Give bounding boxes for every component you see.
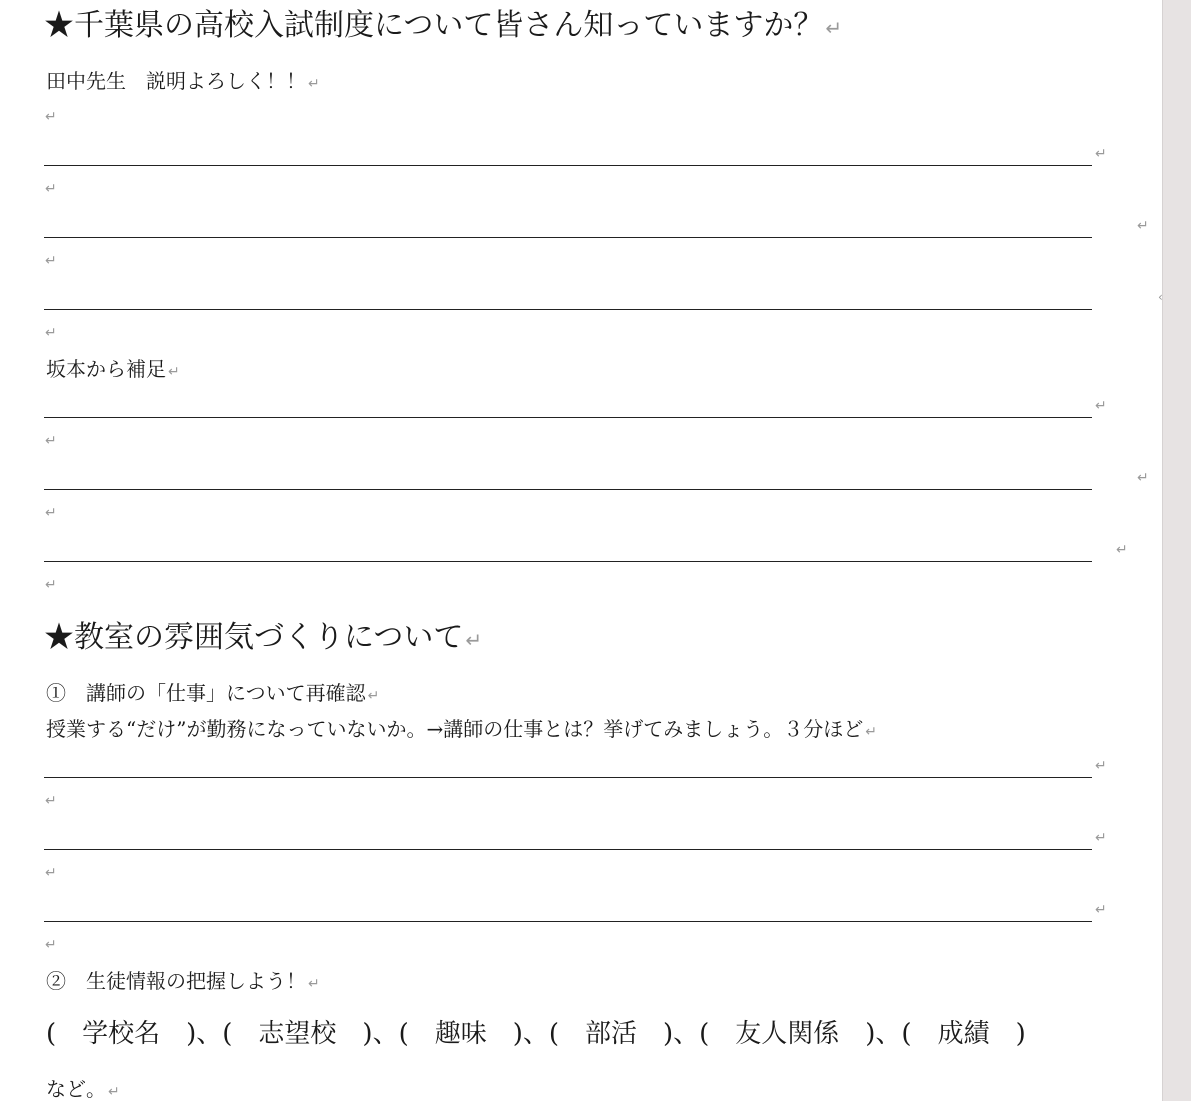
- paragraph-mark: ↵: [45, 325, 57, 341]
- paragraph-mark: ↵: [367, 688, 380, 704]
- paragraph-mark: ↵: [45, 865, 57, 881]
- writing-line: [44, 237, 1092, 238]
- paragraph-mark: ↵: [865, 724, 877, 740]
- writing-line: [44, 489, 1092, 490]
- paragraph-mark: ↵: [45, 505, 57, 521]
- section1-title: ★千葉県の高校入試制度について皆さん知っていますか？ ↵: [44, 8, 843, 43]
- writing-line: [44, 921, 1092, 922]
- paragraph-mark: ↵: [45, 433, 57, 449]
- writing-line: [44, 561, 1092, 562]
- etc-text: など。 ↵: [46, 1077, 120, 1101]
- paragraph-mark: ↵: [1095, 146, 1107, 162]
- section2-title: ★教室の雰囲気づくりについて ↵: [44, 620, 483, 655]
- paragraph-mark: ↵: [1095, 830, 1107, 846]
- writing-line: [44, 309, 1092, 310]
- paragraph-mark: ↵: [825, 16, 843, 40]
- writing-line: [44, 777, 1092, 778]
- paragraph-mark: ↵: [308, 76, 320, 92]
- writing-line: [44, 165, 1092, 166]
- item2-heading: ② 生徒情報の把握しよう！ ↵: [46, 969, 320, 993]
- vertical-scrollbar[interactable]: [1158, 0, 1191, 1101]
- section1-instruction: 田中先生 説明よろしく！！ ↵: [46, 69, 320, 93]
- paragraph-mark: ↵: [45, 109, 57, 125]
- item1-text: 授業する“だけ”が勤務になっていないか。→講師の仕事とは？挙げてみましょう。３分ほど ↵: [46, 717, 877, 741]
- paragraph-mark: ↵: [45, 793, 57, 809]
- paragraph-mark: ↵: [168, 364, 180, 380]
- paragraph-mark: ↵: [45, 253, 57, 269]
- paragraph-mark: ↵: [1116, 542, 1128, 558]
- paragraph-mark: ↵: [465, 628, 483, 652]
- supplement-label: 坂本から補足 ↵: [46, 357, 180, 381]
- student-info-fields: ( 学校名 )、( 志望校 )、( 趣味 )、( 部活 )、( 友人関係 )、( 成績 ): [46, 1019, 1026, 1049]
- paragraph-mark: ↵: [45, 181, 57, 197]
- paragraph-mark: ↵: [308, 976, 320, 992]
- paragraph-mark: ↵: [108, 1084, 120, 1100]
- item1-heading: ① 講師の「仕事」について再確認 ↵: [46, 681, 380, 705]
- paragraph-mark: ↵: [45, 937, 57, 953]
- paragraph-mark: ↵: [1095, 902, 1107, 918]
- writing-line: [44, 849, 1092, 850]
- paragraph-mark: ↵: [45, 577, 57, 593]
- writing-line: [44, 417, 1092, 418]
- chevron-left-icon[interactable]: ‹: [1158, 290, 1163, 304]
- paragraph-mark: ↵: [1095, 758, 1107, 774]
- paragraph-mark: ↵: [1095, 398, 1107, 414]
- paragraph-mark: ↵: [1137, 218, 1149, 234]
- paragraph-mark: ↵: [1137, 470, 1149, 486]
